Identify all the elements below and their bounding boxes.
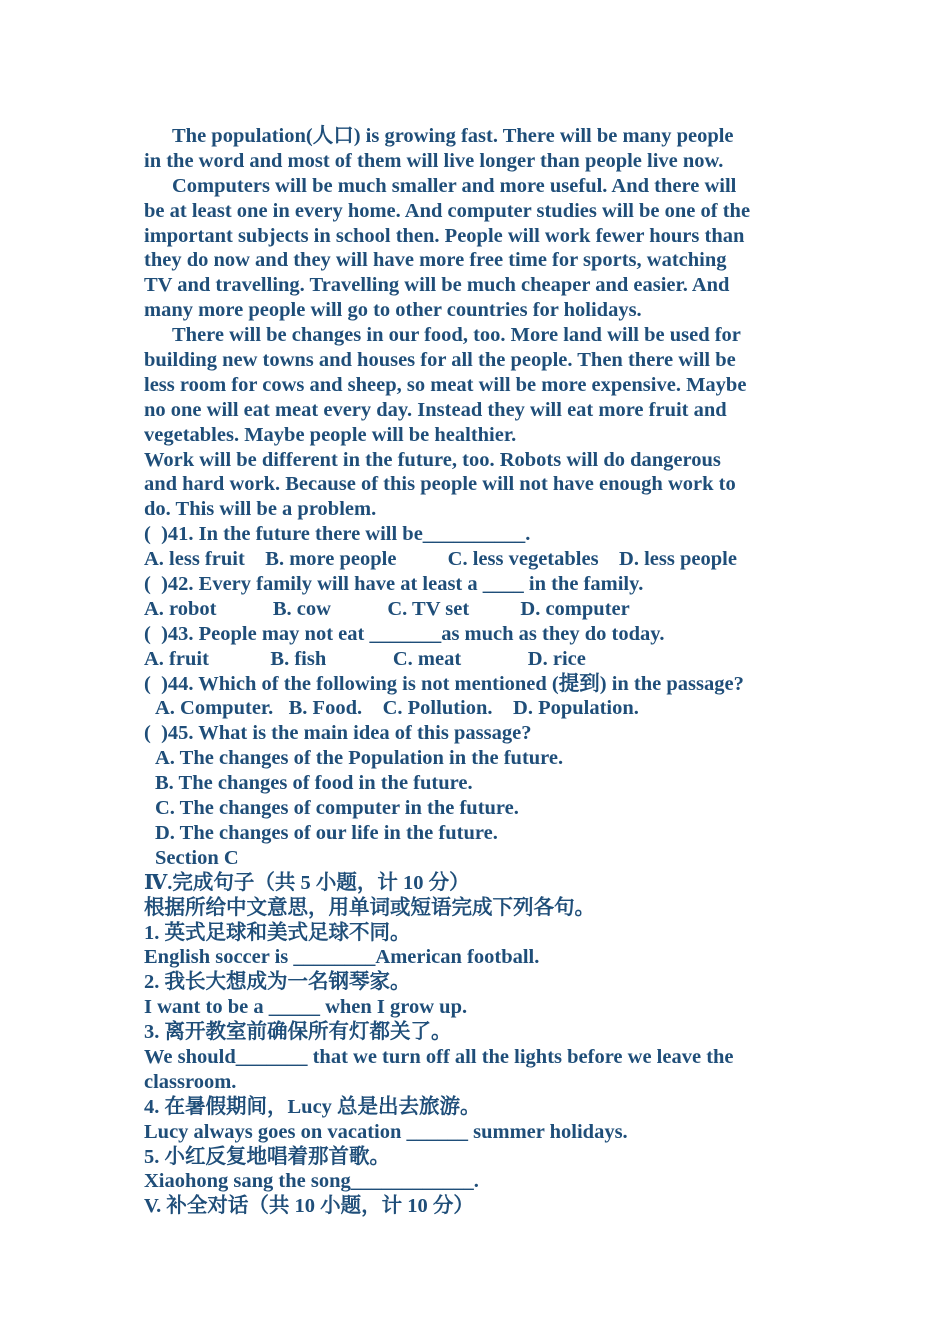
- options-43: A. fruit B. fish C. meat D. rice: [144, 647, 586, 670]
- sentence-5-en: Xiaohong sang the song____________.: [144, 1170, 479, 1193]
- question-44: ( )44. Which of the following is not mentioned (提到) in the passage?: [144, 672, 744, 695]
- options-44: A. Computer. B. Food. C. Pollution. D. Population.: [155, 697, 639, 720]
- question-43: ( )43. People may not eat _______as much as they do today.: [144, 622, 665, 645]
- sentence-4-cn: 4. 在暑假期间，Lucy 总是出去旅游。: [144, 1095, 481, 1118]
- sentence-3-en-cont: classroom.: [144, 1070, 237, 1093]
- text-line: Computers will be much smaller and more useful. And there will: [172, 174, 737, 197]
- question-42: ( )42. Every family will have at least a ____ in the family.: [144, 573, 644, 596]
- question-45: ( )45. What is the main idea of this passage?: [144, 722, 532, 745]
- text-line: be at least one in every home. And computer studies will be one of the: [144, 199, 751, 222]
- text-line: There will be changes in our food, too. More land will be used for: [172, 324, 741, 347]
- sentence-1-cn: 1. 英式足球和美式足球不同。: [144, 921, 411, 944]
- options-42: A. robot B. cow C. TV set D. computer: [144, 597, 630, 620]
- text-line: in the word and most of them will live longer than people live now.: [144, 149, 724, 172]
- text-line: Work will be different in the future, too. Robots will do dangerous: [144, 448, 721, 471]
- text-line: building new towns and houses for all the people. Then there will be: [144, 349, 736, 372]
- instructions: 根据所给中文意思，用单词或短语完成下列各句。: [144, 896, 595, 919]
- sentence-3-en: We should_______ that we turn off all the lights before we leave the: [144, 1045, 734, 1068]
- text-line: less room for cows and sheep, so meat will be more expensive. Maybe: [144, 373, 747, 396]
- part-heading-iv: Ⅳ.完成句子（共 5 小题，计 10 分）: [144, 871, 470, 894]
- options-41: A. less fruit B. more people C. less vegetables D. less people: [144, 548, 737, 571]
- sentence-2-cn: 2. 我长大想成为一名钢琴家。: [144, 971, 411, 994]
- text-line: and hard work. Because of this people will not have enough work to: [144, 473, 736, 496]
- sentence-3-cn: 3. 离开教室前确保所有灯都关了。: [144, 1021, 452, 1044]
- sentence-4-en: Lucy always goes on vacation ______ summer holidays.: [144, 1120, 628, 1143]
- part-heading-v: V. 补全对话（共 10 小题，计 10 分）: [144, 1195, 474, 1218]
- text-line: they do now and they will have more free time for sports, watching: [144, 249, 727, 272]
- sentence-5-cn: 5. 小红反复地唱着那首歌。: [144, 1145, 390, 1168]
- text-line: The population(人口) is growing fast. There will be many people: [172, 125, 734, 147]
- text-line: do. This will be a problem.: [144, 498, 377, 521]
- option-45-d: D. The changes of our life in the future.: [155, 821, 498, 844]
- sentence-2-en: I want to be a _____ when I grow up.: [144, 996, 468, 1019]
- document-page: [144, 124, 824, 1219]
- text-line: TV and travelling. Travelling will be much cheaper and easier. And: [144, 274, 730, 297]
- question-41: ( )41. In the future there will be__________.: [144, 523, 531, 546]
- option-45-b: B. The changes of food in the future.: [155, 772, 473, 795]
- section-heading: Section C: [155, 846, 239, 869]
- text-line: many more people will go to other countries for holidays.: [144, 299, 642, 322]
- option-45-c: C. The changes of computer in the future.: [155, 797, 519, 820]
- option-45-a: A. The changes of the Population in the future.: [155, 747, 564, 770]
- text-line: no one will eat meat every day. Instead they will eat more fruit and: [144, 398, 727, 421]
- sentence-1-en: English soccer is ________American football.: [144, 946, 540, 969]
- text-line: important subjects in school then. People will work fewer hours than: [144, 224, 745, 247]
- text-line: vegetables. Maybe people will be healthier.: [144, 423, 517, 446]
